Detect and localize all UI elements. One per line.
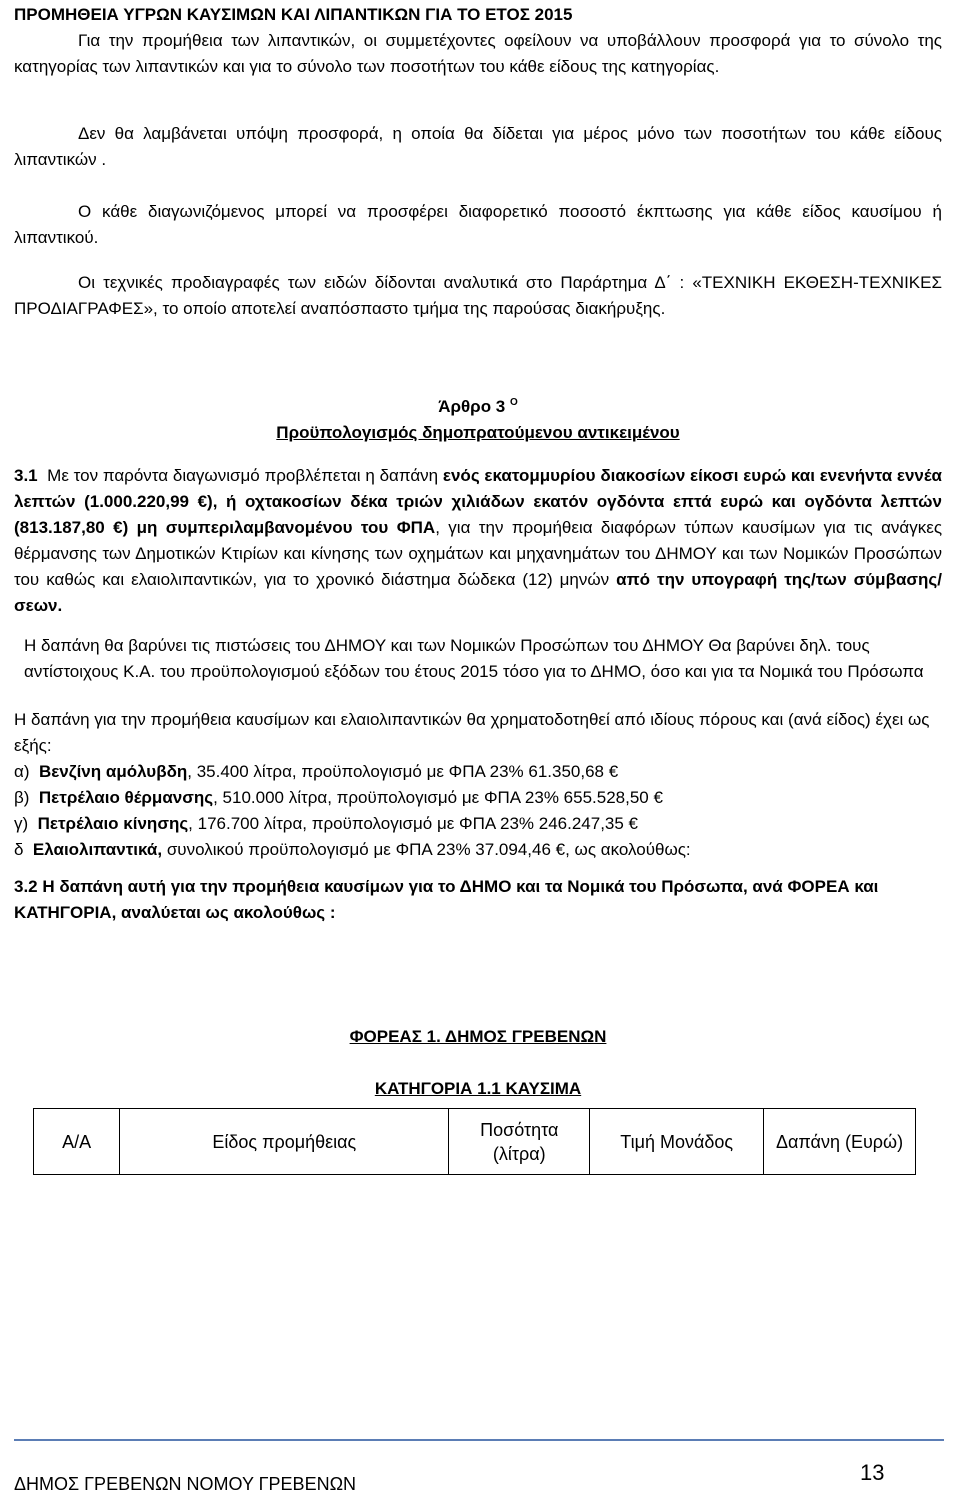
list-item: γ) Πετρέλαιο κίνησης, 176.700 λίτρα, προϋπολογισμό με ΦΠΑ 23% 246.247,35 € bbox=[14, 814, 639, 833]
category-heading: ΚΑΤΗΓΟΡΙΑ 1.1 ΚΑΥΣΙΜΑ bbox=[374, 1079, 582, 1098]
header-quantity: Ποσότητα (λίτρα) bbox=[449, 1109, 590, 1175]
section-3-2: 3.2 Η δαπάνη αυτή για την προμήθεια καυσίμων για το ΔΗΜΟ και τα Νομικά του Πρόσωπα, ανά ΦΟΡΕΑ και ΚΑΤΗΓΟΡΙΑ, αναλύεται ως ακολούθως : bbox=[14, 877, 879, 922]
header-cost: Δαπάνη (Ευρώ) bbox=[764, 1109, 916, 1175]
paragraph-lubricants-offer: Για την προμήθεια των λιπαντικών, οι συμμετέχοντες οφείλουν να υποβάλλουν προσφορά για το σύνολο της κατηγορίας των λιπαντικών και για το σύνολο των ποσοτήτων του κάθε είδους της κατηγορίας. bbox=[14, 31, 942, 76]
section-3-1-credits: Η δαπάνη θα βαρύνει τις πιστώσεις του ΔΗΜΟΥ και των Νομικών Προσώπων του ΔΗΜΟΥ Θα βαρύνει δηλ. τους αντίστοιχους Κ.Α. του προϋπολογισμού εξόδων του έτους 2015 τόσο για το ΔΗΜΟ, όσο και για τα Νομικά του Πρόσωπα bbox=[24, 636, 924, 681]
footer-municipality: ΔΗΜΟΣ ΓΡΕΒΕΝΩΝ ΝΟΜΟΥ ΓΡΕΒΕΝΩΝ bbox=[14, 1474, 357, 1494]
paragraph-discount: Ο κάθε διαγωνιζόμενος μπορεί να προσφέρει διαφορετικό ποσοστό έκπτωσης για κάθε είδος καυσίμου ή λιπαντικού. bbox=[14, 202, 942, 247]
section-3-1-funding: Η δαπάνη για την προμήθεια καυσίμων και ελαιολιπαντικών θα χρηματοδοτηθεί από ιδίους πόρους και (ανά είδος) έχει ως εξής: bbox=[14, 710, 930, 755]
list-item: δ Ελαιολιπαντικά, συνολικού προϋπολογισμό με ΦΠΑ 23% 37.094,46 €, ως ακολούθως: bbox=[14, 840, 691, 859]
budget-table-header bbox=[33, 1108, 916, 1175]
article-subheading: Προϋπολογισμός δημοπρατούμενου αντικειμένου bbox=[276, 423, 680, 442]
foreas-heading: ΦΟΡΕΑΣ 1. ΔΗΜΟΣ ΓΡΕΒΕΝΩΝ bbox=[349, 1027, 607, 1046]
page-number: 13 bbox=[860, 1460, 885, 1485]
section-3-1: 3.1 Με τον παρόντα διαγωνισμό προβλέπεται η δαπάνη ενός εκατομμυρίου διακοσίων είκοσι ευρώ και ενενήντα εννέα λεπτών (1.000.220,99 €), ή οχτακοσίων δέκα τριών χιλιάδων εκατόν ογδόντα επτά ευρώ και ογδόντα λεπτών (813.187,80 €) μη συμπεριλαμβανομένου του ΦΠΑ, για την προμήθεια διαφόρων τύπων καυσίμων για τις ανάγκες θέρμανσης των Δημοτικών Κτιρίων και κίνησης των οχημάτων και μηχανημάτων του ΔΗΜΟΥ και των Νομικών Προσώπων του καθώς και ελαιολιπαντικών, για το χρονικό διάστημα δώδεκα (12) μηνών από την υπογραφή της/των σύμβασης/σεων. bbox=[14, 466, 943, 615]
header-unit-price: Τιμή Μονάδος bbox=[590, 1109, 764, 1175]
header-item: Είδος προμήθειας bbox=[120, 1109, 449, 1175]
paragraph-partial-offer: Δεν θα λαμβάνεται υπόψη προσφορά, η οποία θα δίδεται για μέρος μόνο των ποσοτήτων του κάθε είδους λιπαντικών . bbox=[14, 124, 942, 169]
document-title: ΠΡΟΜΗΘΕΙΑ ΥΓΡΩΝ ΚΑΥΣΙΜΩΝ ΚΑΙ ΛΙΠΑΝΤΙΚΩΝ ΓΙΑ ΤΟ ΕΤΟΣ 2015 bbox=[14, 5, 573, 24]
paragraph-specifications: Οι τεχνικές προδιαγραφές των ειδών δίδονται αναλυτικά στο Παράρτημα Δ΄ : «ΤΕΧΝΙΚΗ ΕΚΘΕΣΗ-ΤΕΧΝΙΚΕΣ ΠΡΟΔΙΑΓΡΑΦΕΣ», το οποίο αποτελεί αναπόσπαστο τμήμα της παρούσας διακήρυξης. bbox=[14, 273, 942, 318]
footer-divider bbox=[14, 1439, 944, 1441]
list-item: β) Πετρέλαιο θέρμανσης, 510.000 λίτρα, προϋπολογισμό με ΦΠΑ 23% 655.528,50 € bbox=[14, 788, 663, 807]
items-list bbox=[14, 759, 942, 863]
header-aa: Α/Α bbox=[34, 1109, 120, 1175]
list-item: α) Βενζίνη αμόλυβδη, 35.400 λίτρα, προϋπολογισμό με ΦΠΑ 23% 61.350,68 € bbox=[14, 762, 619, 781]
article-heading: Άρθρο 3 $^O$ bbox=[438, 397, 518, 416]
